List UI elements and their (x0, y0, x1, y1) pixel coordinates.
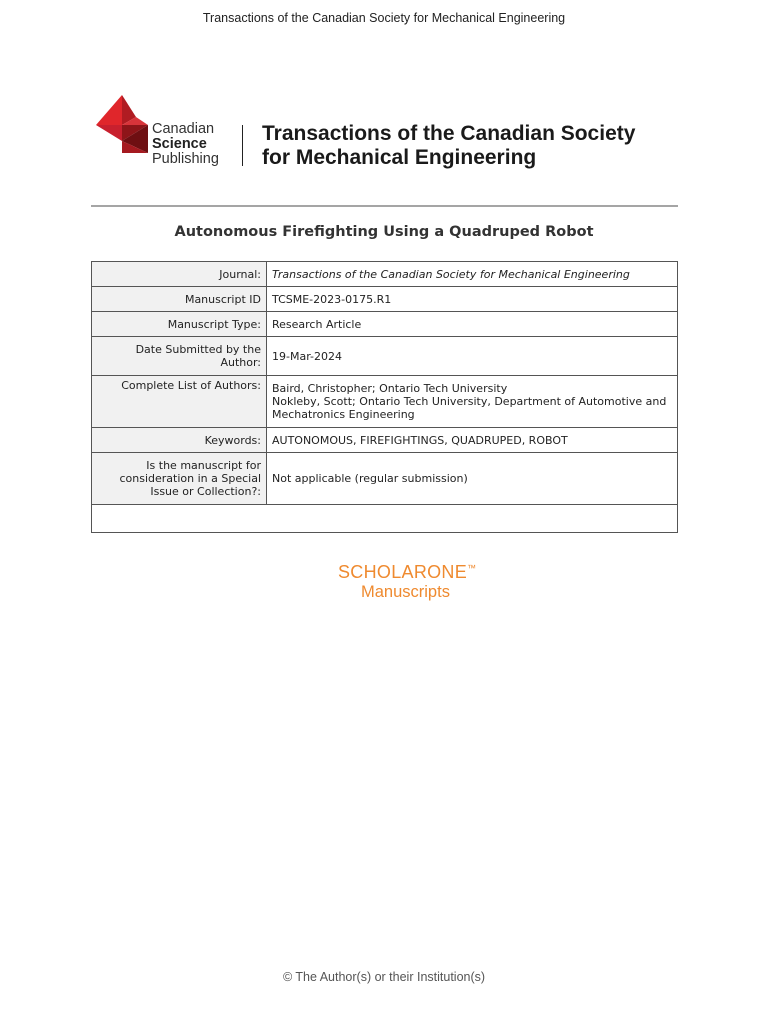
journal-title-line-2: for Mechanical Engineering (262, 146, 537, 169)
manuscript-metadata-table (91, 261, 678, 533)
scholarone-logo (338, 562, 476, 602)
scholarone-wordmark (338, 562, 476, 583)
publisher-line-3: Publishing (152, 151, 219, 167)
scholarone-part-2: ONE (427, 562, 468, 582)
journal-title (262, 122, 635, 170)
authors-value (267, 376, 678, 428)
empty-cell (92, 505, 678, 533)
running-header: Transactions of the Canadian Society for Mechanical Engineering (202, 11, 566, 25)
journal-value: Transactions of the Canadian Society for Mechanical Engineering (267, 262, 678, 287)
scholarone-manuscripts: Manuscripts (361, 583, 450, 601)
special-label-line-2: consideration in a Special (119, 472, 261, 485)
special-issue-value: Not applicable (regular submission) (267, 453, 678, 505)
paper-title: Autonomous Firefighting Using a Quadruped Robot (174, 224, 594, 240)
table-row-keywords (92, 428, 678, 453)
banner-divider (242, 125, 243, 166)
table-row-date-submitted (92, 337, 678, 376)
special-label-line-1: Is the manuscript for (146, 459, 261, 472)
author-line-3: Mechatronics Engineering (272, 408, 415, 421)
keywords-label: Keywords: (92, 428, 267, 453)
publisher-line-2: Science (152, 136, 207, 152)
table-row-authors (92, 376, 678, 428)
journal-label: Journal: (92, 262, 267, 287)
manuscript-id-label: Manuscript ID (92, 287, 267, 312)
date-submitted-label (92, 337, 267, 376)
date-label-line-1: Date Submitted by the (135, 343, 261, 356)
manuscript-id-value: TCSME-2023-0175.R1 (267, 287, 678, 312)
publisher-line-1: Canadian (152, 121, 215, 137)
author-line-1: Baird, Christopher; Ontario Tech University (272, 382, 508, 395)
date-label-line-2: Author: (220, 356, 261, 369)
table-row-empty (92, 505, 678, 533)
copyright-footer: © The Author(s) or their Institution(s) (282, 970, 486, 984)
table-row-manuscript-type (92, 312, 678, 337)
journal-banner (96, 95, 676, 175)
canadian-science-publishing-logo (96, 95, 152, 155)
table-row-manuscript-id (92, 287, 678, 312)
keywords-value: AUTONOMOUS, FIREFIGHTINGS, QUADRUPED, ROBOT (267, 428, 678, 453)
journal-title-line-1: Transactions of the Canadian Society (262, 122, 636, 145)
special-label-line-3: Issue or Collection?: (150, 485, 261, 498)
table-row-special-issue (92, 453, 678, 505)
special-issue-label (92, 453, 267, 505)
authors-label: Complete List of Authors: (92, 376, 267, 428)
table-row-journal (92, 262, 678, 287)
horizontal-rule (91, 205, 678, 207)
author-line-2: Nokleby, Scott; Ontario Tech University, Department of Automotive and (272, 395, 667, 408)
manuscript-type-label: Manuscript Type: (92, 312, 267, 337)
scholarone-part-1: SCHOLAR (338, 562, 428, 582)
publisher-name (152, 122, 219, 167)
scholarone-trademark: ™ (467, 563, 477, 573)
manuscript-type-value: Research Article (267, 312, 678, 337)
date-submitted-value: 19-Mar-2024 (267, 337, 678, 376)
